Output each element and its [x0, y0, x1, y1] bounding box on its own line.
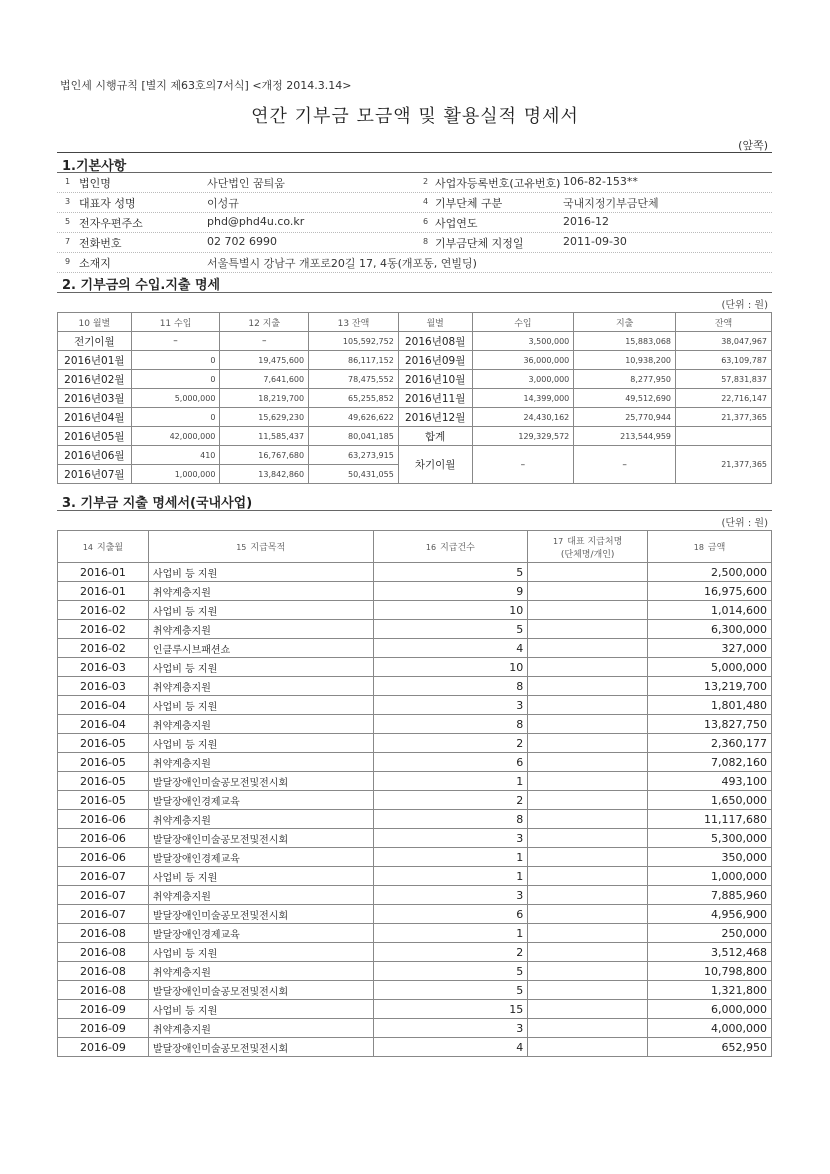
section1-title: 1.기본사항 — [62, 159, 127, 174]
expense-month-cell: 2016-07 — [58, 886, 149, 905]
income-cell: – — [131, 332, 220, 351]
purpose-cell: 발달장애인미술공모전및전시회 — [148, 829, 373, 848]
purpose-cell: 발달장애인미술공모전및전시회 — [148, 981, 373, 1000]
expense-month-cell: 2016-01 — [58, 582, 149, 601]
recipient-cell — [528, 715, 648, 734]
field-label: 기부금단체 지정일 — [435, 237, 524, 250]
expenditure-row — [58, 886, 772, 905]
amount-cell: 5,300,000 — [648, 829, 772, 848]
month-cell: 2016년12월 — [398, 408, 472, 427]
section2-title-rule — [57, 292, 772, 293]
expense-month-cell: 2016-02 — [58, 601, 149, 620]
amount-cell: 1,000,000 — [648, 867, 772, 886]
expenditure-header-row — [58, 531, 772, 563]
purpose-cell: 사업비 등 지원 — [148, 696, 373, 715]
expenditure-table — [57, 530, 772, 1057]
header-amount: 18 금액 — [648, 531, 772, 563]
expense-month-cell: 2016-08 — [58, 962, 149, 981]
purpose-cell: 발달장애인경제교육 — [148, 848, 373, 867]
section3-unit: (단위 : 원) — [721, 518, 768, 529]
expense-month-cell: 2016-09 — [58, 1019, 149, 1038]
field-number: 2 — [423, 177, 429, 186]
income-cell: 3,500,000 — [472, 332, 574, 351]
field-label: 법인명 — [79, 177, 111, 190]
field-label: 전화번호 — [79, 237, 122, 250]
count-cell: 8 — [373, 810, 528, 829]
purpose-cell: 발달장애인미술공모전및전시회 — [148, 772, 373, 791]
expenditure-row — [58, 715, 772, 734]
expense-cell: 15,629,230 — [220, 408, 309, 427]
count-cell: 5 — [373, 962, 528, 981]
amount-cell: 11,117,680 — [648, 810, 772, 829]
expense-month-cell: 2016-09 — [58, 1000, 149, 1019]
recipient-cell — [528, 981, 648, 1000]
field-number: 6 — [423, 217, 429, 226]
purpose-cell: 취약계층지원 — [148, 582, 373, 601]
count-cell: 6 — [373, 753, 528, 772]
expense-cell: – — [220, 332, 309, 351]
income-expense-row — [58, 351, 772, 370]
income-cell: 36,000,000 — [472, 351, 574, 370]
month-cell: 2016년11월 — [398, 389, 472, 408]
amount-cell: 2,360,177 — [648, 734, 772, 753]
balance-cell: 22,716,147 — [676, 389, 772, 408]
purpose-cell: 사업비 등 지원 — [148, 1000, 373, 1019]
income-expense-row — [58, 389, 772, 408]
purpose-cell: 인클루시브패션쇼 — [148, 639, 373, 658]
expenditure-row — [58, 772, 772, 791]
info-row — [57, 172, 772, 193]
month-cell: 2016년06월 — [58, 446, 132, 465]
header-recipient: 17 대표 지급처명 (단체명/개인) — [528, 531, 648, 563]
column-header: 월별 — [398, 313, 472, 332]
month-cell: 2016년09월 — [398, 351, 472, 370]
field-number: 9 — [65, 257, 71, 266]
field-label: 소재지 — [79, 257, 111, 270]
expenditure-row — [58, 1019, 772, 1038]
field-value: 02 702 6990 — [207, 235, 277, 248]
income-cell: 1,000,000 — [131, 465, 220, 484]
expenditure-row — [58, 848, 772, 867]
month-cell: 2016년08월 — [398, 332, 472, 351]
expense-month-cell: 2016-06 — [58, 829, 149, 848]
purpose-cell: 취약계층지원 — [148, 753, 373, 772]
expenditure-row — [58, 620, 772, 639]
field-value: 이성규 — [207, 197, 239, 210]
balance-cell: 38,047,967 — [676, 332, 772, 351]
month-cell: 2016년10월 — [398, 370, 472, 389]
expense-month-cell: 2016-04 — [58, 696, 149, 715]
expenditure-row — [58, 924, 772, 943]
income-cell: 0 — [131, 408, 220, 427]
field-label: 대표자 성명 — [79, 197, 136, 210]
month-cell: 2016년07월 — [58, 465, 132, 484]
recipient-cell — [528, 582, 648, 601]
field-number: 4 — [423, 197, 429, 206]
expense-cell: 49,512,690 — [574, 389, 676, 408]
count-cell: 2 — [373, 943, 528, 962]
month-cell: 2016년03월 — [58, 389, 132, 408]
amount-cell: 1,014,600 — [648, 601, 772, 620]
balance-cell: 105,592,752 — [309, 332, 399, 351]
regulation-reference: 법인세 시행규칙 [별지 제63호의7서식] <개정 2014.3.14> — [60, 79, 352, 92]
expense-month-cell: 2016-07 — [58, 905, 149, 924]
count-cell: 15 — [373, 1000, 528, 1019]
field-value: phd@phd4u.co.kr — [207, 215, 305, 228]
recipient-cell — [528, 734, 648, 753]
expense-month-cell: 2016-09 — [58, 1038, 149, 1057]
income-cell: 410 — [131, 446, 220, 465]
expenditure-row — [58, 696, 772, 715]
document-title: 연간 기부금 모금액 및 활용실적 명세서 — [251, 106, 579, 127]
expenditure-row — [58, 677, 772, 696]
income-expense-row — [58, 332, 772, 351]
purpose-cell: 사업비 등 지원 — [148, 943, 373, 962]
purpose-cell: 사업비 등 지원 — [148, 563, 373, 582]
column-header: 잔액 — [676, 313, 772, 332]
income-expense-row — [58, 408, 772, 427]
count-cell: 1 — [373, 772, 528, 791]
income-cell: 3,000,000 — [472, 370, 574, 389]
field-number: 7 — [65, 237, 71, 246]
expense-month-cell: 2016-05 — [58, 772, 149, 791]
amount-cell: 3,512,468 — [648, 943, 772, 962]
recipient-cell — [528, 1019, 648, 1038]
purpose-cell: 취약계층지원 — [148, 962, 373, 981]
section3-title-rule — [57, 510, 772, 511]
amount-cell: 4,000,000 — [648, 1019, 772, 1038]
expenditure-row — [58, 810, 772, 829]
recipient-cell — [528, 962, 648, 981]
amount-cell: 250,000 — [648, 924, 772, 943]
balance-cell: 21,377,365 — [676, 408, 772, 427]
expenditure-row — [58, 582, 772, 601]
field-number: 8 — [423, 237, 429, 246]
recipient-cell — [528, 924, 648, 943]
info-row — [57, 192, 772, 213]
recipient-cell — [528, 943, 648, 962]
month-cell: 2016년01월 — [58, 351, 132, 370]
expenditure-row — [58, 905, 772, 924]
recipient-cell — [528, 772, 648, 791]
amount-cell: 6,300,000 — [648, 620, 772, 639]
purpose-cell: 취약계층지원 — [148, 1019, 373, 1038]
recipient-cell — [528, 1038, 648, 1057]
expense-cell: 213,544,959 — [574, 427, 676, 446]
field-value: 국내지정기부금단체 — [563, 197, 659, 210]
recipient-cell — [528, 696, 648, 715]
balance-cell — [676, 427, 772, 446]
expenditure-row — [58, 658, 772, 677]
section2-unit: (단위 : 원) — [721, 300, 768, 311]
expense-month-cell: 2016-04 — [58, 715, 149, 734]
amount-cell: 1,650,000 — [648, 791, 772, 810]
income-cell: 24,430,162 — [472, 408, 574, 427]
count-cell: 3 — [373, 696, 528, 715]
amount-cell: 13,219,700 — [648, 677, 772, 696]
recipient-cell — [528, 620, 648, 639]
header-purpose: 15 지급목적 — [148, 531, 373, 563]
expense-month-cell: 2016-06 — [58, 848, 149, 867]
recipient-cell — [528, 829, 648, 848]
count-cell: 5 — [373, 620, 528, 639]
amount-cell: 1,321,800 — [648, 981, 772, 1000]
field-value: 서울특별시 강남구 개포로20길 17, 4동(개포동, 연빌딩) — [207, 257, 477, 270]
expenditure-row — [58, 867, 772, 886]
recipient-cell — [528, 886, 648, 905]
month-cell: 2016년04월 — [58, 408, 132, 427]
expense-month-cell: 2016-08 — [58, 943, 149, 962]
expense-month-cell: 2016-01 — [58, 563, 149, 582]
balance-cell: 57,831,837 — [676, 370, 772, 389]
income-expense-header-row — [58, 313, 772, 332]
count-cell: 1 — [373, 848, 528, 867]
month-cell: 2016년05월 — [58, 427, 132, 446]
balance-cell: 78,475,552 — [309, 370, 399, 389]
expenditure-row — [58, 601, 772, 620]
expense-month-cell: 2016-02 — [58, 620, 149, 639]
recipient-cell — [528, 601, 648, 620]
info-row-address — [57, 252, 772, 273]
expense-month-cell: 2016-03 — [58, 658, 149, 677]
recipient-cell — [528, 658, 648, 677]
carry-forward-income: – — [472, 446, 574, 484]
amount-cell: 652,950 — [648, 1038, 772, 1057]
count-cell: 6 — [373, 905, 528, 924]
income-cell: 129,329,572 — [472, 427, 574, 446]
expenditure-row — [58, 639, 772, 658]
recipient-cell — [528, 848, 648, 867]
balance-cell: 80,041,185 — [309, 427, 399, 446]
count-cell: 2 — [373, 791, 528, 810]
expense-cell: 19,475,600 — [220, 351, 309, 370]
amount-cell: 6,000,000 — [648, 1000, 772, 1019]
expenditure-row — [58, 791, 772, 810]
income-expense-table — [57, 312, 772, 484]
section1-top-rule — [57, 152, 772, 153]
header-count: 16 지급건수 — [373, 531, 528, 563]
count-cell: 9 — [373, 582, 528, 601]
recipient-cell — [528, 563, 648, 582]
recipient-cell — [528, 905, 648, 924]
expense-cell: 15,883,068 — [574, 332, 676, 351]
column-header: 지출 — [574, 313, 676, 332]
count-cell: 8 — [373, 677, 528, 696]
count-cell: 8 — [373, 715, 528, 734]
expenditure-row — [58, 962, 772, 981]
section3-title: 3. 기부금 지출 명세서(국내사업) — [62, 496, 253, 511]
amount-cell: 327,000 — [648, 639, 772, 658]
page-side-label: (앞쪽) — [738, 139, 768, 152]
balance-cell: 86,117,152 — [309, 351, 399, 370]
count-cell: 10 — [373, 601, 528, 620]
month-cell: 2016년02월 — [58, 370, 132, 389]
amount-cell: 2,500,000 — [648, 563, 772, 582]
expense-month-cell: 2016-08 — [58, 924, 149, 943]
expense-cell: 25,770,944 — [574, 408, 676, 427]
balance-cell: 49,626,622 — [309, 408, 399, 427]
recipient-cell — [528, 867, 648, 886]
count-cell: 4 — [373, 1038, 528, 1057]
expense-cell: 18,219,700 — [220, 389, 309, 408]
expenditure-row — [58, 753, 772, 772]
amount-cell: 1,801,480 — [648, 696, 772, 715]
purpose-cell: 사업비 등 지원 — [148, 601, 373, 620]
expense-month-cell: 2016-06 — [58, 810, 149, 829]
amount-cell: 4,956,900 — [648, 905, 772, 924]
recipient-cell — [528, 639, 648, 658]
field-number: 1 — [65, 177, 71, 186]
field-number: 3 — [65, 197, 71, 206]
expense-month-cell: 2016-05 — [58, 753, 149, 772]
recipient-cell — [528, 810, 648, 829]
field-label: 사업자등록번호(고유번호) — [435, 177, 561, 190]
purpose-cell: 취약계층지원 — [148, 677, 373, 696]
column-header: 10 월별 — [58, 313, 132, 332]
income-cell: 0 — [131, 351, 220, 370]
expenditure-row — [58, 563, 772, 582]
expense-month-cell: 2016-05 — [58, 791, 149, 810]
carry-forward-balance: 21,377,365 — [676, 446, 772, 484]
income-cell: 0 — [131, 370, 220, 389]
count-cell: 3 — [373, 829, 528, 848]
balance-cell: 50,431,055 — [309, 465, 399, 484]
month-cell: 합계 — [398, 427, 472, 446]
column-header: 11 수입 — [131, 313, 220, 332]
purpose-cell: 취약계층지원 — [148, 715, 373, 734]
expense-month-cell: 2016-05 — [58, 734, 149, 753]
expense-month-cell: 2016-07 — [58, 867, 149, 886]
amount-cell: 13,827,750 — [648, 715, 772, 734]
count-cell: 10 — [373, 658, 528, 677]
purpose-cell: 사업비 등 지원 — [148, 658, 373, 677]
expense-cell: 11,585,437 — [220, 427, 309, 446]
purpose-cell: 발달장애인경제교육 — [148, 924, 373, 943]
info-row — [57, 232, 772, 253]
count-cell: 3 — [373, 1019, 528, 1038]
info-row — [57, 212, 772, 233]
balance-cell: 63,273,915 — [309, 446, 399, 465]
income-cell: 42,000,000 — [131, 427, 220, 446]
expenditure-row — [58, 943, 772, 962]
purpose-cell: 취약계층지원 — [148, 886, 373, 905]
amount-cell: 7,885,960 — [648, 886, 772, 905]
purpose-cell: 사업비 등 지원 — [148, 734, 373, 753]
carry-forward-label: 차기이월 — [398, 446, 472, 484]
amount-cell: 16,975,600 — [648, 582, 772, 601]
amount-cell: 7,082,160 — [648, 753, 772, 772]
expense-cell: 8,277,950 — [574, 370, 676, 389]
expense-month-cell: 2016-03 — [58, 677, 149, 696]
income-cell: 14,399,000 — [472, 389, 574, 408]
purpose-cell: 사업비 등 지원 — [148, 867, 373, 886]
recipient-cell — [528, 1000, 648, 1019]
field-value: 사단법인 꿈틔움 — [207, 177, 285, 190]
carry-forward-expense: – — [574, 446, 676, 484]
month-cell: 전기이월 — [58, 332, 132, 351]
expense-month-cell: 2016-02 — [58, 639, 149, 658]
count-cell: 1 — [373, 867, 528, 886]
field-value: 2016-12 — [563, 215, 609, 228]
field-label: 전자우편주소 — [79, 217, 143, 230]
count-cell: 5 — [373, 981, 528, 1000]
expenditure-row — [58, 829, 772, 848]
expense-cell: 13,842,860 — [220, 465, 309, 484]
field-label: 사업연도 — [435, 217, 478, 230]
income-cell: 5,000,000 — [131, 389, 220, 408]
expenditure-row — [58, 981, 772, 1000]
expenditure-row — [58, 1038, 772, 1057]
column-header: 13 잔액 — [309, 313, 399, 332]
purpose-cell: 발달장애인미술공모전및전시회 — [148, 905, 373, 924]
recipient-cell — [528, 677, 648, 696]
income-expense-row — [58, 427, 772, 446]
expense-cell: 7,641,600 — [220, 370, 309, 389]
field-value: 106-82-153** — [563, 175, 638, 188]
recipient-cell — [528, 753, 648, 772]
section2-title: 2. 기부금의 수입.지출 명세 — [62, 278, 221, 293]
income-expense-row — [58, 446, 772, 465]
purpose-cell: 발달장애인경제교육 — [148, 791, 373, 810]
column-header: 12 지출 — [220, 313, 309, 332]
amount-cell: 10,798,800 — [648, 962, 772, 981]
recipient-cell — [528, 791, 648, 810]
balance-cell: 63,109,787 — [676, 351, 772, 370]
count-cell: 4 — [373, 639, 528, 658]
count-cell: 3 — [373, 886, 528, 905]
count-cell: 2 — [373, 734, 528, 753]
purpose-cell: 취약계층지원 — [148, 810, 373, 829]
field-label: 기부단체 구분 — [435, 197, 503, 210]
expense-month-cell: 2016-08 — [58, 981, 149, 1000]
amount-cell: 493,100 — [648, 772, 772, 791]
expense-cell: 16,767,680 — [220, 446, 309, 465]
column-header: 수입 — [472, 313, 574, 332]
income-expense-row — [58, 370, 772, 389]
expense-cell: 10,938,200 — [574, 351, 676, 370]
amount-cell: 5,000,000 — [648, 658, 772, 677]
count-cell: 5 — [373, 563, 528, 582]
count-cell: 1 — [373, 924, 528, 943]
purpose-cell: 발달장애인미술공모전및전시회 — [148, 1038, 373, 1057]
header-month: 14 지출월 — [58, 531, 149, 563]
expenditure-row — [58, 1000, 772, 1019]
amount-cell: 350,000 — [648, 848, 772, 867]
field-number: 5 — [65, 217, 71, 226]
balance-cell: 65,255,852 — [309, 389, 399, 408]
expenditure-row — [58, 734, 772, 753]
field-value: 2011-09-30 — [563, 235, 627, 248]
purpose-cell: 취약계층지원 — [148, 620, 373, 639]
